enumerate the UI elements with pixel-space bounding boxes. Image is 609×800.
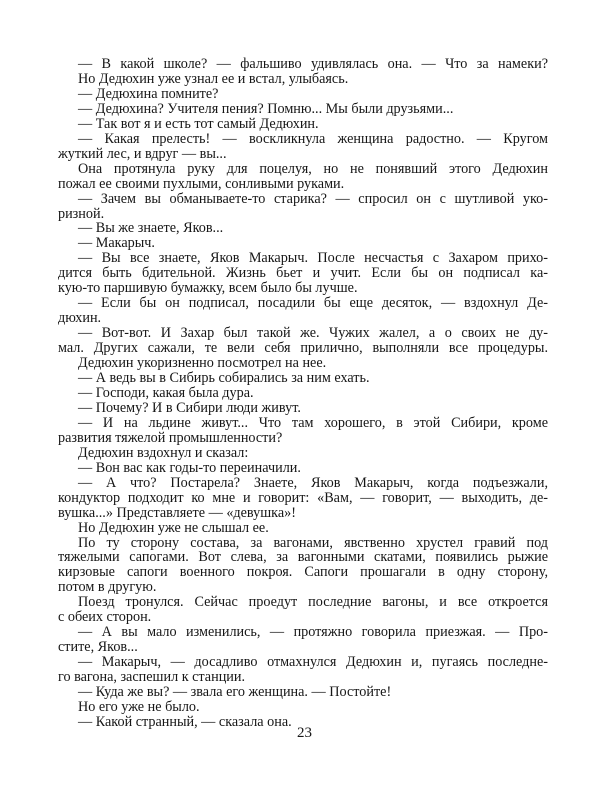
- page-number: 23: [297, 725, 312, 741]
- text-line: дится быть бдительной. Жизнь бьет и учит. Если бы он подписал ка-: [58, 265, 548, 282]
- text-line: — А вы мало изменились, — протяжно говорила приезжая. — Про-: [78, 624, 548, 641]
- text-line: Она протянула руку для поцелуя, но не понявший этого Дедюхин: [78, 160, 548, 177]
- text-line: — Макарыч.: [78, 235, 155, 252]
- text-line: мал. Других сажали, те вели себя прилично, выполняли все процедуры.: [58, 340, 548, 357]
- text-line: — Какой странный, — сказала она.: [78, 713, 292, 730]
- text-line: пожал ее своими пухлыми, сонливыми руками.: [58, 175, 345, 192]
- text-line: — Вот-вот. И Захар был такой же. Чужих жалел, а о своих не ду-: [78, 325, 548, 342]
- text-line: ризной.: [58, 205, 105, 222]
- text-line: — Дедюхина помните?: [78, 85, 219, 102]
- text-line: — А что? Постарела? Знаете, Яков Макарыч, когда подъезжали,: [78, 474, 548, 491]
- text-line: тяжелыми сапогами. Вот слева, за вагонными скатами, появились рыжие: [58, 549, 548, 566]
- text-line: — Вон вас как годы-то переиначили.: [78, 459, 301, 476]
- text-line: По ту сторону состава, за вагонами, явственно хрустел гравий под: [78, 534, 548, 551]
- text-line: жуткий лес, и вдруг — вы...: [58, 145, 227, 162]
- text-line: развития тяжелой промышленности?: [58, 429, 283, 446]
- text-line: Дедюхин укоризненно посмотрел на нее.: [78, 355, 327, 372]
- text-line: — В какой школе? — фальшиво удивлялась она. — Что за намеки?: [78, 56, 548, 72]
- text-line: — Макарыч, — досадливо отмахнулся Дедюхин и, пугаясь последне-: [78, 654, 548, 671]
- text-line: — Почему? И в Сибири люди живут.: [78, 399, 301, 416]
- text-line: — Куда же вы? — звала его женщина. — Постойте!: [78, 684, 392, 701]
- text-line: — Зачем вы обманываете-то старика? — спросил он с шутливой уко-: [78, 190, 548, 207]
- text-line: — Вы все знаете, Яков Макарыч. После несчастья с Захаром прихо-: [78, 250, 548, 267]
- text-line: вушка...» Представляете — «девушка»!: [58, 504, 296, 521]
- text-line: кую-то паршивую бумажку, всем было бы лучше.: [58, 280, 358, 297]
- text-line: — Если бы он подписал, посадили бы еще десяток, — вздохнул Де-: [78, 295, 548, 312]
- text-line: го вагона, заспешил к станции.: [58, 669, 246, 686]
- text-line: — Какая прелесть! — воскликнула женщина радостно. — Кругом: [78, 130, 548, 147]
- text-line: — А ведь вы в Сибирь собирались за ним ехать.: [78, 370, 370, 387]
- text-line: — Дедюхина? Учителя пения? Помню... Мы были друзьями...: [78, 100, 454, 117]
- text-line: — Вы же знаете, Яков...: [78, 220, 224, 237]
- text-line: Дедюхин вздохнул и сказал:: [78, 444, 249, 461]
- text-line: Поезд тронулся. Сейчас проедут последние вагоны, и все откроется: [78, 594, 548, 611]
- text-line: — Господи, какая была дура.: [78, 384, 254, 401]
- page-body-text: [58, 57, 548, 730]
- text-line: Но Дедюхин уже не слышал ее.: [78, 519, 269, 536]
- text-line: кирзовые сапоги военного покроя. Сапоги прошагали в одну сторону,: [58, 564, 548, 581]
- text-line: — Так вот я и есть тот самый Дедюхин.: [78, 115, 319, 132]
- text-line: Но его уже не было.: [78, 698, 200, 715]
- text-line: кондуктор подходит ко мне и говорит: «Вам, — говорит, — выходить, де-: [58, 489, 548, 506]
- text-line: потом в другую.: [58, 579, 157, 596]
- text-line: — И на льдине живут... Что там хорошего, в этой Сибири, кроме: [78, 414, 548, 431]
- text-line: дюхин.: [58, 310, 102, 327]
- text-line: с обеих сторон.: [58, 609, 152, 626]
- text-line: стите, Яков...: [58, 639, 138, 656]
- text-line: Но Дедюхин уже узнал ее и встал, улыбаясь.: [78, 70, 349, 87]
